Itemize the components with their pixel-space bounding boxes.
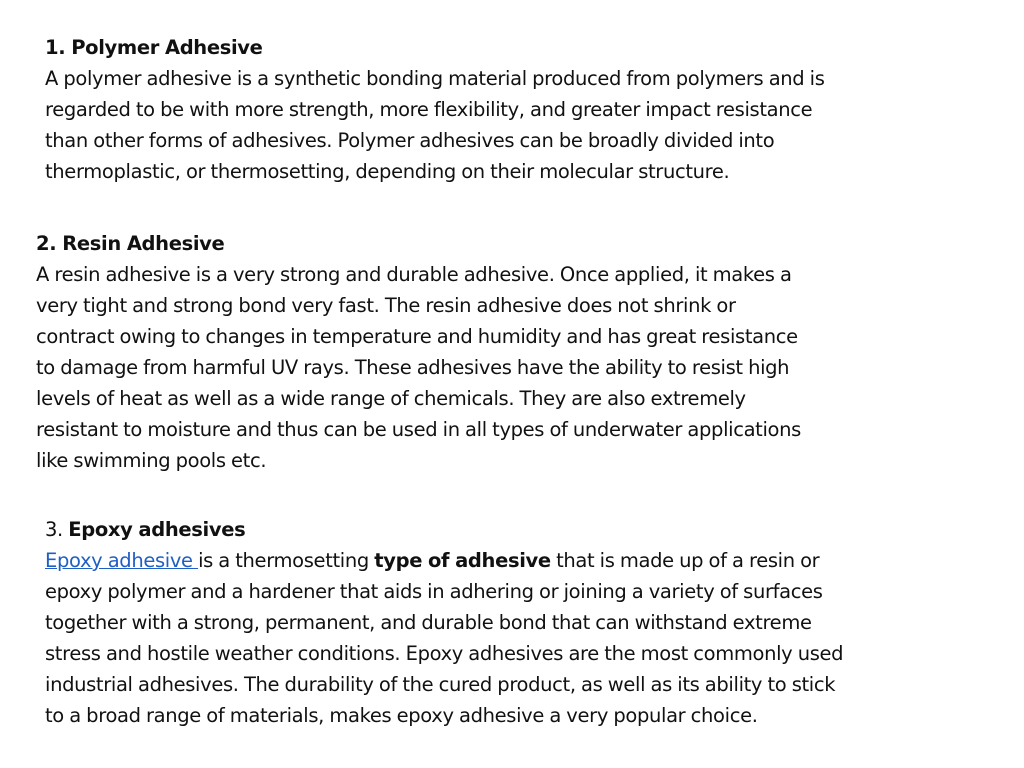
section-resin-adhesive (36, 228, 801, 476)
section-epoxy-adhesives (45, 514, 843, 731)
body-line: stress and hostile weather conditions. Epoxy adhesives are the most commonly used (45, 642, 844, 665)
section-body (45, 545, 843, 731)
body-text: is a thermosetting (198, 549, 375, 572)
body-line: like swimming pools etc. (36, 449, 267, 472)
body-line: contract owing to changes in temperature and humidity and has great resistance (36, 325, 798, 348)
body-line: together with a strong, permanent, and durable bond that can withstand extreme (45, 611, 812, 634)
section-title: 2. Resin Adhesive (36, 232, 225, 255)
body-line: to a broad range of materials, makes epoxy adhesive a very popular choice. (45, 704, 758, 727)
bold-text: type of adhesive (374, 549, 551, 572)
section-body (45, 63, 825, 187)
body-line: to damage from harmful UV rays. These adhesives have the ability to resist high (36, 356, 790, 379)
body-line-first (45, 545, 843, 576)
body-line: epoxy polymer and a hardener that aids in adhering or joining a variety of surfaces (45, 580, 823, 603)
body-line: regarded to be with more strength, more flexibility, and greater impact resistance (45, 98, 813, 121)
section-polymer-adhesive (45, 32, 825, 187)
section-number: 3. (45, 518, 69, 541)
body-line: thermoplastic, or thermosetting, depending on their molecular structure. (45, 160, 730, 183)
epoxy-adhesive-link[interactable]: Epoxy adhesive (45, 549, 199, 572)
section-title (45, 514, 843, 545)
body-text: that is made up of a resin or (550, 549, 820, 572)
body-line: A polymer adhesive is a synthetic bonding material produced from polymers and is (45, 67, 825, 90)
body-line: industrial adhesives. The durability of the cured product, as well as its ability to stick (45, 673, 836, 696)
body-line: than other forms of adhesives. Polymer adhesives can be broadly divided into (45, 129, 775, 152)
section-title-text: Epoxy adhesives (68, 518, 246, 541)
section-body (36, 259, 801, 476)
body-line: resistant to moisture and thus can be used in all types of underwater applications (36, 418, 801, 441)
section-title: 1. Polymer Adhesive (45, 36, 263, 59)
body-line: very tight and strong bond very fast. The resin adhesive does not shrink or (36, 294, 736, 317)
body-line: levels of heat as well as a wide range of chemicals. They are also extremely (36, 387, 746, 410)
body-line: A resin adhesive is a very strong and durable adhesive. Once applied, it makes a (36, 263, 792, 286)
